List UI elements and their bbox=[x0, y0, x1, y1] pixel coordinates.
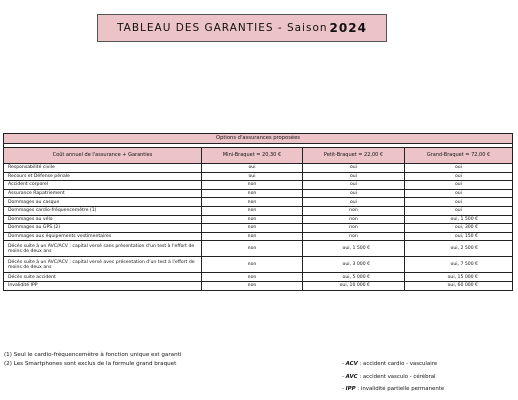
row-label: Dommages aux équipements vestimentaires bbox=[4, 232, 202, 241]
table-body bbox=[4, 164, 513, 291]
table-row bbox=[4, 215, 513, 224]
abbr-acv-text: : accident cardio - vasculaire bbox=[357, 361, 438, 367]
row-label: Dommages cardio-fréquencemètre (1) bbox=[4, 206, 202, 215]
cell-grand-braquet: oui, 150 € bbox=[405, 232, 513, 241]
cell-petit-braquet: oui bbox=[303, 164, 405, 173]
row-label: Responsabilité civile bbox=[4, 164, 202, 173]
table-row bbox=[4, 206, 513, 215]
table-row bbox=[4, 172, 513, 181]
table-row bbox=[4, 181, 513, 190]
row-label: Recours et Défense pénale bbox=[4, 172, 202, 181]
cell-grand-braquet: oui bbox=[405, 189, 513, 198]
cell-mini-braquet: non bbox=[202, 241, 303, 257]
cell-petit-braquet: oui bbox=[303, 189, 405, 198]
cell-grand-braquet: oui bbox=[405, 198, 513, 207]
cell-mini-braquet: oui bbox=[202, 172, 303, 181]
row-label: Décès suite à un AVC/ACV : capital versé avec présentation d'un test à l'effort de moins de deux ans bbox=[4, 257, 202, 273]
abbr-acv: - ACV : accident cardio - vasculaire bbox=[342, 361, 438, 367]
cell-mini-braquet: oui bbox=[202, 164, 303, 173]
row-label: Assurance Rapatriement bbox=[4, 189, 202, 198]
cell-mini-braquet: non bbox=[202, 281, 303, 290]
cell-mini-braquet: non bbox=[202, 224, 303, 233]
row-label: Invalidité IPP bbox=[4, 281, 202, 290]
cell-petit-braquet: oui, 3 000 € bbox=[303, 257, 405, 273]
row-label: Dommages au casque bbox=[4, 198, 202, 207]
cell-grand-braquet: oui, 300 € bbox=[405, 224, 513, 233]
cell-mini-braquet: non bbox=[202, 198, 303, 207]
cell-grand-braquet: oui bbox=[405, 172, 513, 181]
row-label: Accident corporel bbox=[4, 181, 202, 190]
abbr-acv-key: ACV bbox=[345, 361, 358, 367]
title-text: TABLEAU DES GARANTIES - Saison bbox=[117, 22, 328, 34]
abbreviations bbox=[342, 358, 444, 396]
cell-petit-braquet: non bbox=[303, 224, 405, 233]
cell-grand-braquet: oui, 2 500 € bbox=[405, 241, 513, 257]
row-label: Dommages au GPS (2) bbox=[4, 224, 202, 233]
cell-grand-braquet: oui, 7 500 € bbox=[405, 257, 513, 273]
abbr-ipp-text: : invalidité partielle permanente bbox=[355, 386, 445, 393]
header-grand-braquet: Grand-Braquet = 72,00 € bbox=[405, 148, 513, 164]
cell-grand-braquet: oui bbox=[405, 181, 513, 190]
table-row bbox=[4, 189, 513, 198]
cell-mini-braquet: non bbox=[202, 215, 303, 224]
cell-petit-braquet: oui, 10 000 € bbox=[303, 281, 405, 290]
table-row bbox=[4, 241, 513, 257]
row-label: Décès suite à un AVC/ACV : capital versé sans présentation d'un test à l'effort de moins de deux ans bbox=[4, 241, 202, 257]
cell-petit-braquet: oui bbox=[303, 172, 405, 181]
cell-petit-braquet: oui, 5 000 € bbox=[303, 273, 405, 282]
cell-petit-braquet: non bbox=[303, 206, 405, 215]
header-guarantees: Coût annuel de l'assurance + Garanties bbox=[4, 148, 202, 164]
footnote-2: (2) Les Smartphones sont exclus de la formule grand braquet bbox=[4, 361, 177, 368]
cell-mini-braquet: non bbox=[202, 232, 303, 241]
table-row bbox=[4, 232, 513, 241]
cell-grand-braquet: oui, 60 000 € bbox=[405, 281, 513, 290]
cell-mini-braquet: non bbox=[202, 181, 303, 190]
cell-grand-braquet: oui bbox=[405, 164, 513, 173]
table-row bbox=[4, 273, 513, 282]
table-row bbox=[4, 281, 513, 290]
abbr-avc-key: AVC bbox=[345, 373, 358, 380]
cell-grand-braquet: oui, 1 500 € bbox=[405, 215, 513, 224]
table-row bbox=[4, 198, 513, 207]
abbr-ipp-key: IPP bbox=[345, 386, 356, 393]
cell-petit-braquet: oui, 1 500 € bbox=[303, 241, 405, 257]
footnote-1: (1) Seul le cardio-fréquencemètre à fonction unique est garanti bbox=[4, 352, 182, 358]
cell-petit-braquet: oui bbox=[303, 181, 405, 190]
cell-petit-braquet: oui bbox=[303, 198, 405, 207]
table-row bbox=[4, 257, 513, 273]
table-row bbox=[4, 164, 513, 173]
title-year: 2024 bbox=[329, 21, 367, 35]
header-mini-braquet: Mini-Braquet = 20,30 € bbox=[202, 148, 303, 164]
abbr-ipp: - IPP : invalidité partielle permanente bbox=[342, 386, 445, 393]
cell-grand-braquet: oui, 15 000 € bbox=[405, 273, 513, 282]
header-petit-braquet: Petit-Braquet = 22,00 € bbox=[303, 148, 405, 164]
row-label: Décès suite accident bbox=[4, 273, 202, 282]
row-label: Dommages au vélo bbox=[4, 215, 202, 224]
table-row bbox=[4, 224, 513, 233]
cell-mini-braquet: non bbox=[202, 257, 303, 273]
abbr-avc: - AVC : accident vasculo - cérébral bbox=[342, 373, 436, 380]
cell-mini-braquet: non bbox=[202, 206, 303, 215]
cell-petit-braquet: non bbox=[303, 232, 405, 241]
table-band-title: Options d'assurances proposées bbox=[4, 134, 513, 144]
cell-mini-braquet: non bbox=[202, 273, 303, 282]
guarantees-table bbox=[3, 133, 513, 291]
abbr-avc-text: : accident vasculo - cérébral bbox=[357, 373, 436, 380]
cell-petit-braquet: non bbox=[303, 215, 405, 224]
cell-mini-braquet: non bbox=[202, 189, 303, 198]
footnotes bbox=[4, 351, 181, 370]
cell-grand-braquet: oui bbox=[405, 206, 513, 215]
page-title bbox=[97, 14, 387, 42]
